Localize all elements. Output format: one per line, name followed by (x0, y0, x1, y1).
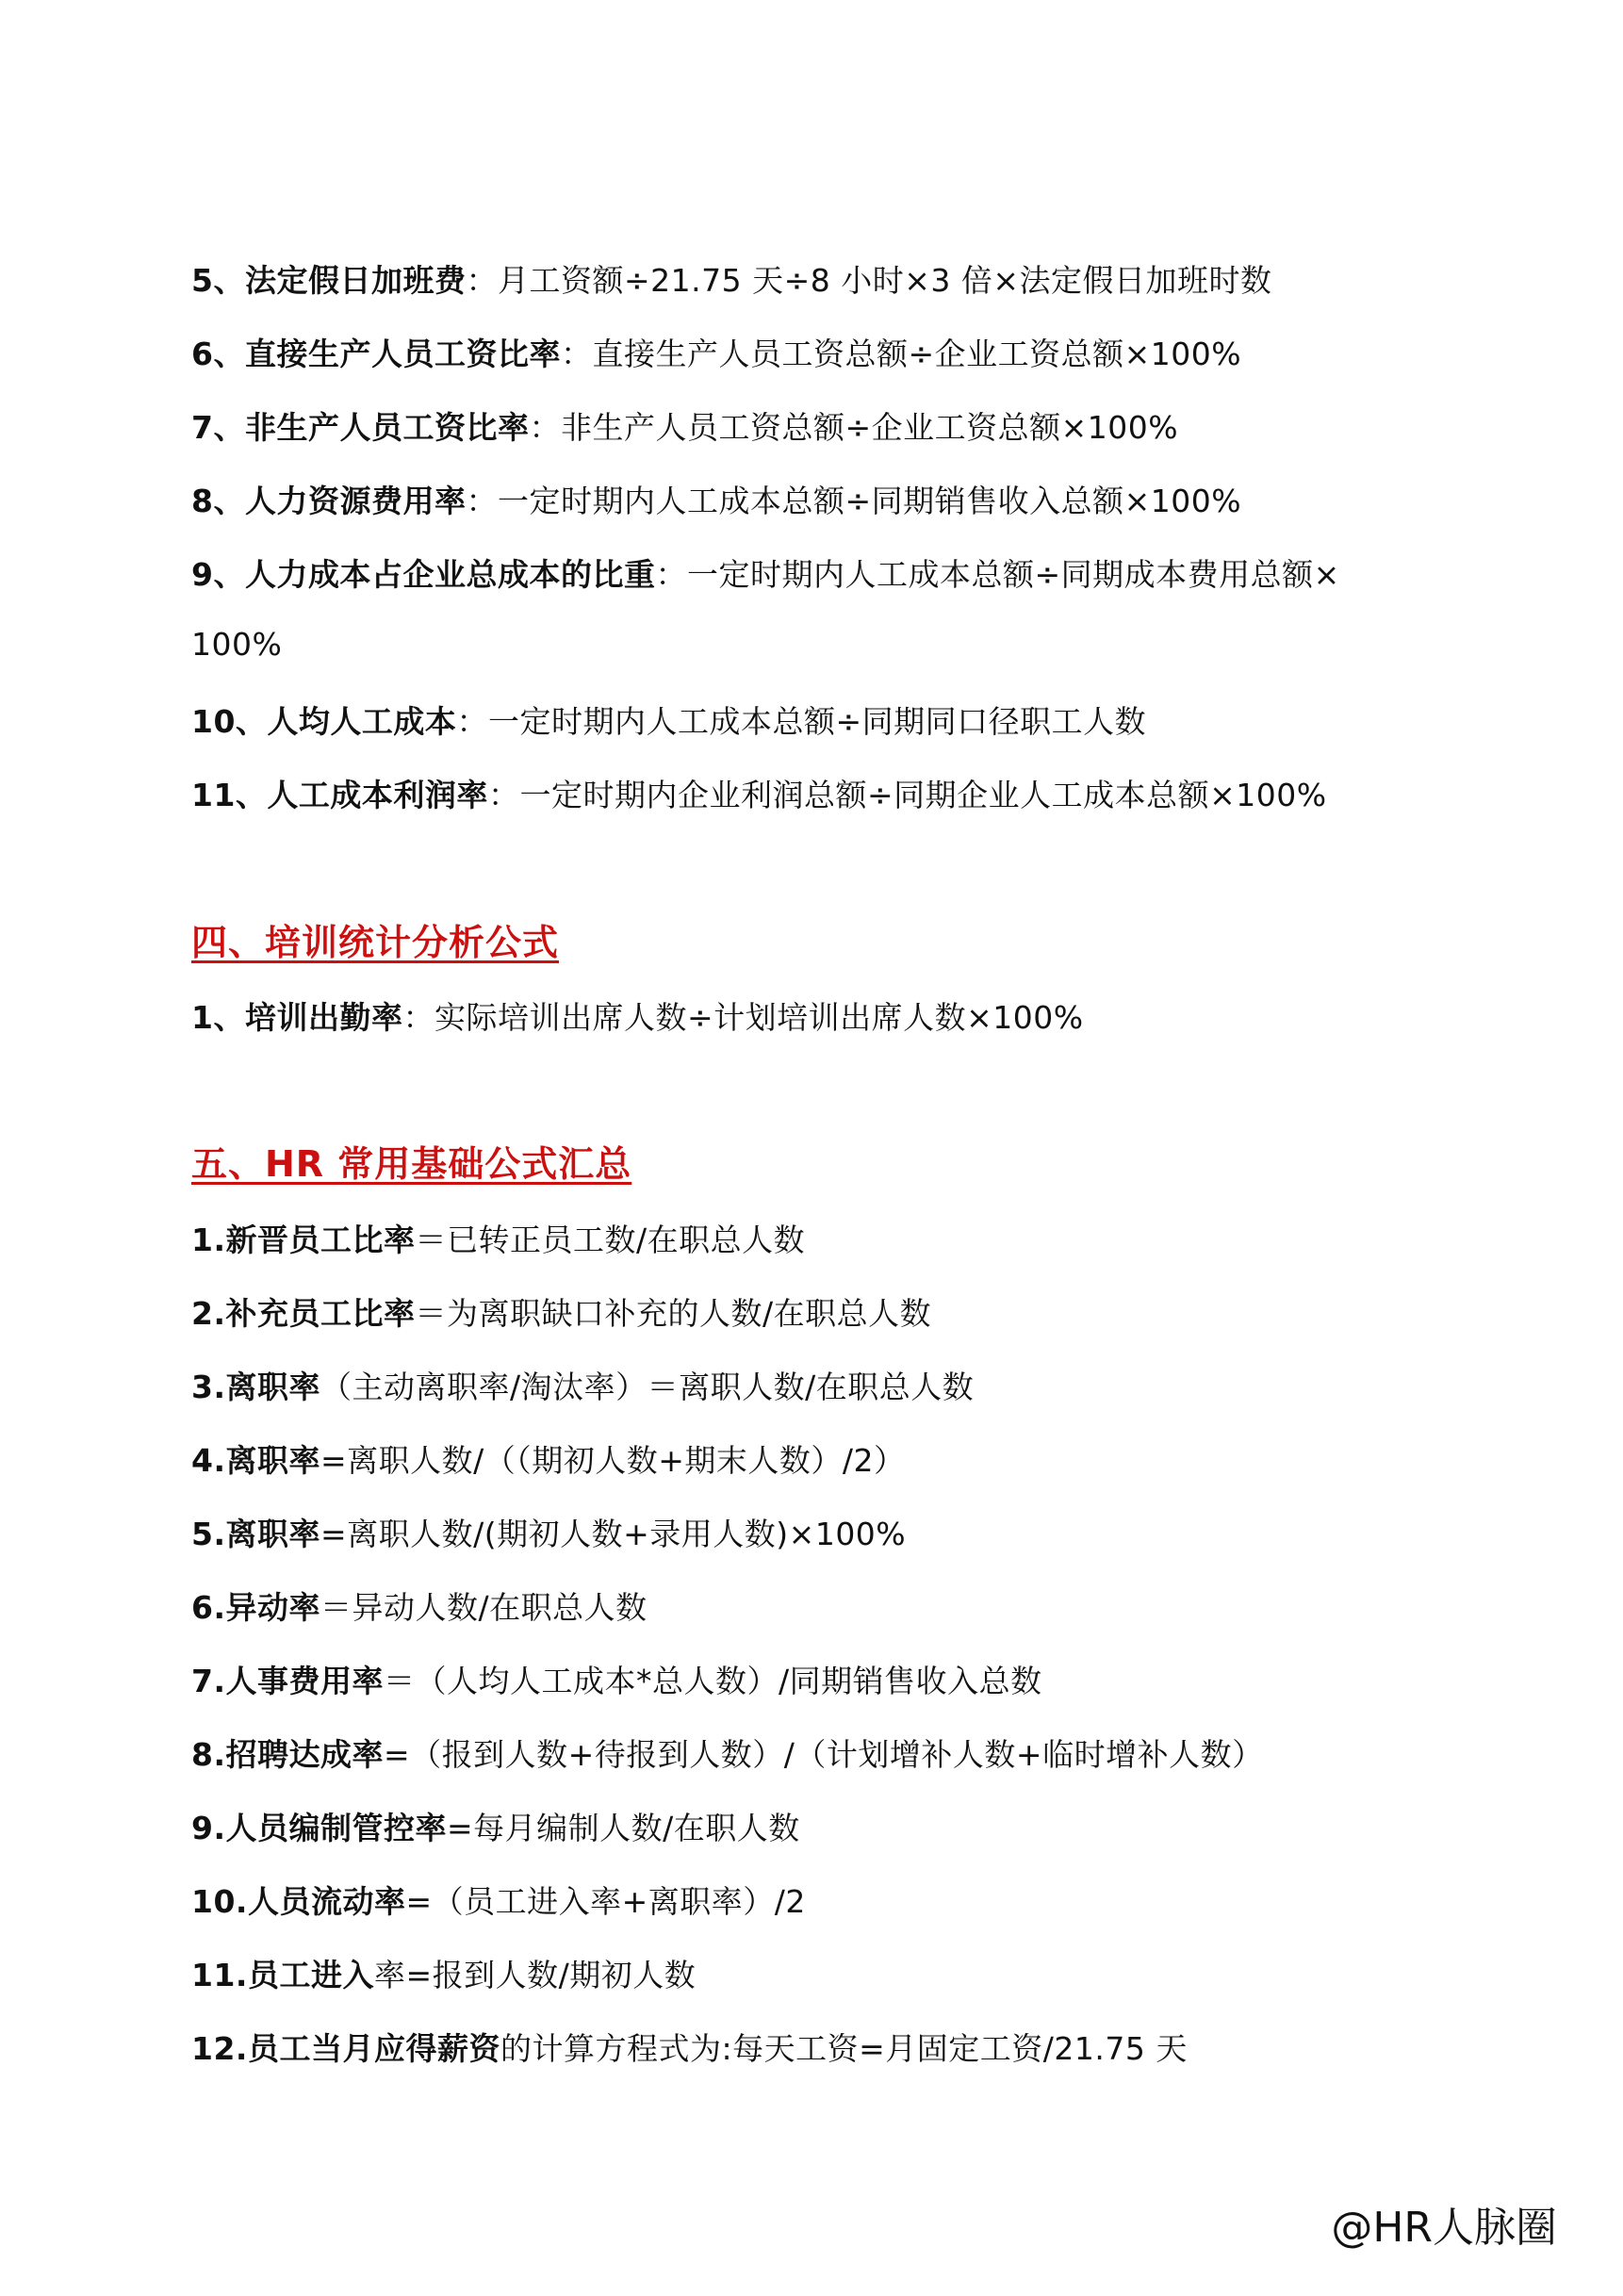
formula-text: ：一定时期内人工成本总额÷同期成本费用总额× (655, 556, 1340, 593)
formula-term: 3.离职率 (191, 1369, 320, 1405)
formula-line (191, 775, 1445, 816)
formula-text: =每月编制人数/在职人数 (447, 1810, 800, 1846)
formula-line-continuation (191, 624, 1445, 665)
formula-term: 7、非生产人员工资比率 (191, 409, 530, 446)
formula-term: 5.离职率 (191, 1516, 320, 1552)
formula-term: 1.新晋员工比率 (191, 1222, 416, 1258)
formula-text: ＝为离职缺口补充的人数/在职总人数 (415, 1295, 932, 1332)
formula-line (191, 1734, 1445, 1776)
formula-term: 8.招聘达成率 (191, 1736, 384, 1773)
formula-line (191, 334, 1445, 375)
formula-term: 9.人员编制管控率 (191, 1810, 447, 1846)
formula-text: ：月工资额÷21.75 天÷8 小时×3 倍×法定假日加班时数 (466, 262, 1272, 299)
formula-term: 10、人均人工成本 (191, 703, 457, 740)
formula-line (191, 1881, 1445, 1923)
formula-text: ：一定时期内人工成本总额÷同期销售收入总额×100% (466, 483, 1242, 519)
formula-line (191, 701, 1445, 743)
formula-term: 1、培训出勤率 (191, 999, 403, 1036)
formula-term: 9、人力成本占企业总成本的比重 (191, 556, 656, 593)
formula-text: ＝（人均人工成本*总人数）/同期销售收入总数 (384, 1663, 1042, 1699)
formula-line (191, 1514, 1445, 1555)
formula-term: 6.异动率 (191, 1589, 320, 1626)
formula-line (191, 1661, 1445, 1702)
formula-text: 率=报到人数/期初人数 (373, 1957, 697, 1993)
formula-line (191, 1293, 1445, 1335)
formula-line (191, 1220, 1445, 1261)
formula-term: 5、法定假日加班费 (191, 262, 467, 299)
formula-text: ＝异动人数/在职总人数 (320, 1589, 648, 1626)
formula-term: 11、人工成本利润率 (191, 777, 488, 813)
formula-line (191, 1587, 1445, 1629)
formula-term: 10.人员流动率 (191, 1883, 406, 1920)
formula-line (191, 1440, 1445, 1482)
formula-text: ＝已转正员工数/在职总人数 (415, 1222, 806, 1258)
formula-text: ：直接生产人员工资总额÷企业工资总额×100% (560, 336, 1242, 372)
formula-line (191, 997, 1445, 1039)
formula-term: 2.补充员工比率 (191, 1295, 416, 1332)
formula-text: =离职人数/(期初人数+录用人数)×100% (320, 1516, 907, 1552)
formula-text: ：非生产人员工资总额÷企业工资总额×100% (529, 409, 1179, 446)
formula-text: （主动离职率/淘汰率）＝离职人数/在职总人数 (320, 1369, 975, 1405)
watermark: @HR人脉圈 (1331, 2204, 1557, 2252)
formula-line (191, 407, 1445, 449)
formula-line (191, 554, 1445, 596)
formula-text: 100% (191, 626, 283, 663)
formula-term: 6、直接生产人员工资比率 (191, 336, 561, 372)
formula-text: =（员工进入率+离职率）/2 (405, 1883, 806, 1920)
formula-term: 11.员工进入 (191, 1957, 374, 1993)
section-heading: 四、培训统计分析公式 (191, 922, 560, 963)
formula-line (191, 260, 1445, 302)
formula-line (191, 1955, 1445, 1996)
formula-text: =离职人数/（（期初人数+期末人数）/2） (320, 1442, 906, 1479)
formula-text: 的计算方程式为:每天工资=月固定工资/21.75 天 (500, 2030, 1188, 2067)
formula-line (191, 2028, 1445, 2070)
formula-line (191, 1367, 1445, 1408)
formula-term: 7.人事费用率 (191, 1663, 384, 1699)
formula-term: 4.离职率 (191, 1442, 320, 1479)
formula-text: =（报到人数+待报到人数）/（计划增补人数+临时增补人数） (384, 1736, 1264, 1773)
formula-text: ：实际培训出席人数÷计划培训出席人数×100% (402, 999, 1084, 1036)
formula-line (191, 1808, 1445, 1849)
formula-text: ：一定时期内人工成本总额÷同期同口径职工人数 (456, 703, 1147, 740)
formula-text: ：一定时期内企业利润总额÷同期企业人工成本总额×100% (487, 777, 1327, 813)
section-heading: 五、HR 常用基础公式汇总 (191, 1143, 632, 1185)
formula-term: 12.员工当月应得薪资 (191, 2030, 500, 2067)
formula-term: 8、人力资源费用率 (191, 483, 467, 519)
formula-line (191, 481, 1445, 522)
